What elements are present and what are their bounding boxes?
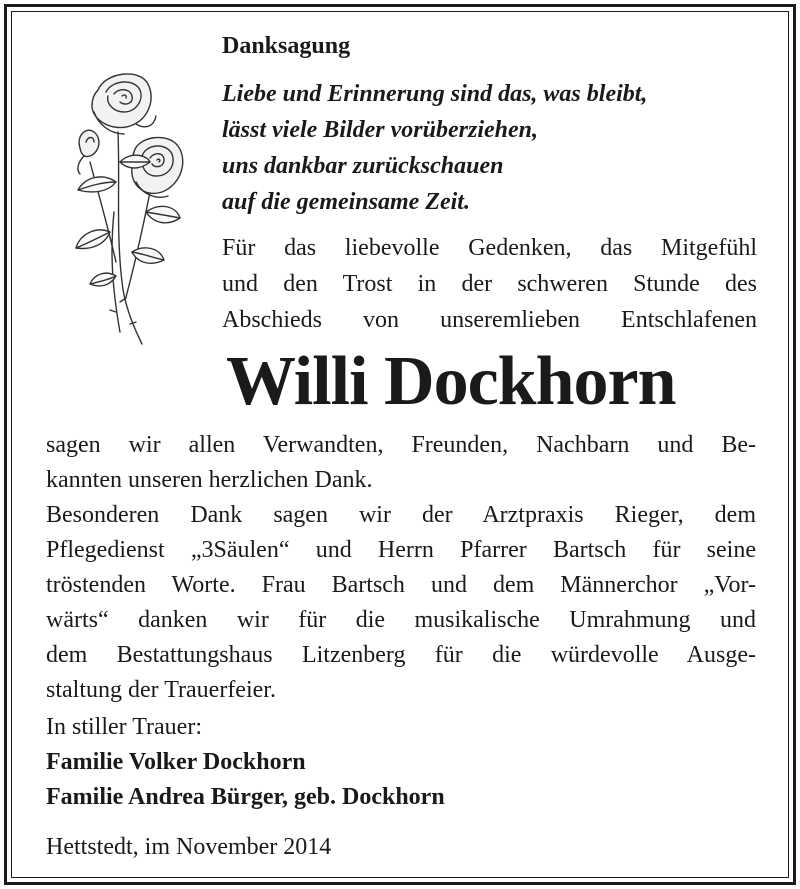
family-name: Familie Andrea Bürger, geb. Dockhorn — [46, 784, 445, 810]
body-line: tröstenden Worte. Frau Bartsch und dem Männerchor „Vor- — [46, 572, 756, 598]
closing-phrase: In stiller Trauer: — [46, 714, 202, 740]
body-line: dem Bestattungshaus Litzenberg für die würdevolle Ausge- — [46, 642, 756, 668]
body-line: staltung der Trauerfeier. — [46, 677, 276, 703]
heading-danksagung: Danksagung — [222, 33, 351, 59]
body-line: sagen wir allen Verwandten, Freunden, Nachbarn und Be- — [46, 432, 756, 458]
intro-line: Abschieds von unseremlieben Entschlafenen — [222, 307, 757, 333]
body-line: Pflegedienst „3Säulen“ und Herrn Pfarrer Bartsch für seine — [46, 537, 756, 563]
body-line: Besonderen Dank sagen wir der Arztpraxis Rieger, dem — [46, 502, 756, 528]
closing-block — [46, 710, 445, 815]
intro-line: Für das liebevolle Gedenken, das Mitgefühl — [222, 235, 757, 261]
poem-line: uns dankbar zurückschauen — [222, 153, 504, 179]
poem-line: Liebe und Erinnerung sind das, was bleibt, — [222, 81, 648, 107]
body-line: wärts“ danken wir für die musikalische Umrahmung und — [46, 607, 756, 633]
poem-line: lässt viele Bilder vorüberziehen, — [222, 117, 538, 143]
deceased-name: Willi Dockhorn — [226, 343, 676, 420]
intro-paragraph — [222, 230, 757, 338]
intro-line: und den Trost in der schweren Stunde des — [222, 271, 757, 297]
body-paragraph — [46, 428, 756, 708]
poem — [222, 76, 647, 220]
rose-icon — [50, 62, 200, 347]
family-name: Familie Volker Dockhorn — [46, 749, 306, 775]
body-line: kannten unseren herzlichen Dank. — [46, 467, 373, 493]
place-date: Hettstedt, im November 2014 — [46, 834, 332, 860]
poem-line: auf die gemeinsame Zeit. — [222, 189, 470, 215]
